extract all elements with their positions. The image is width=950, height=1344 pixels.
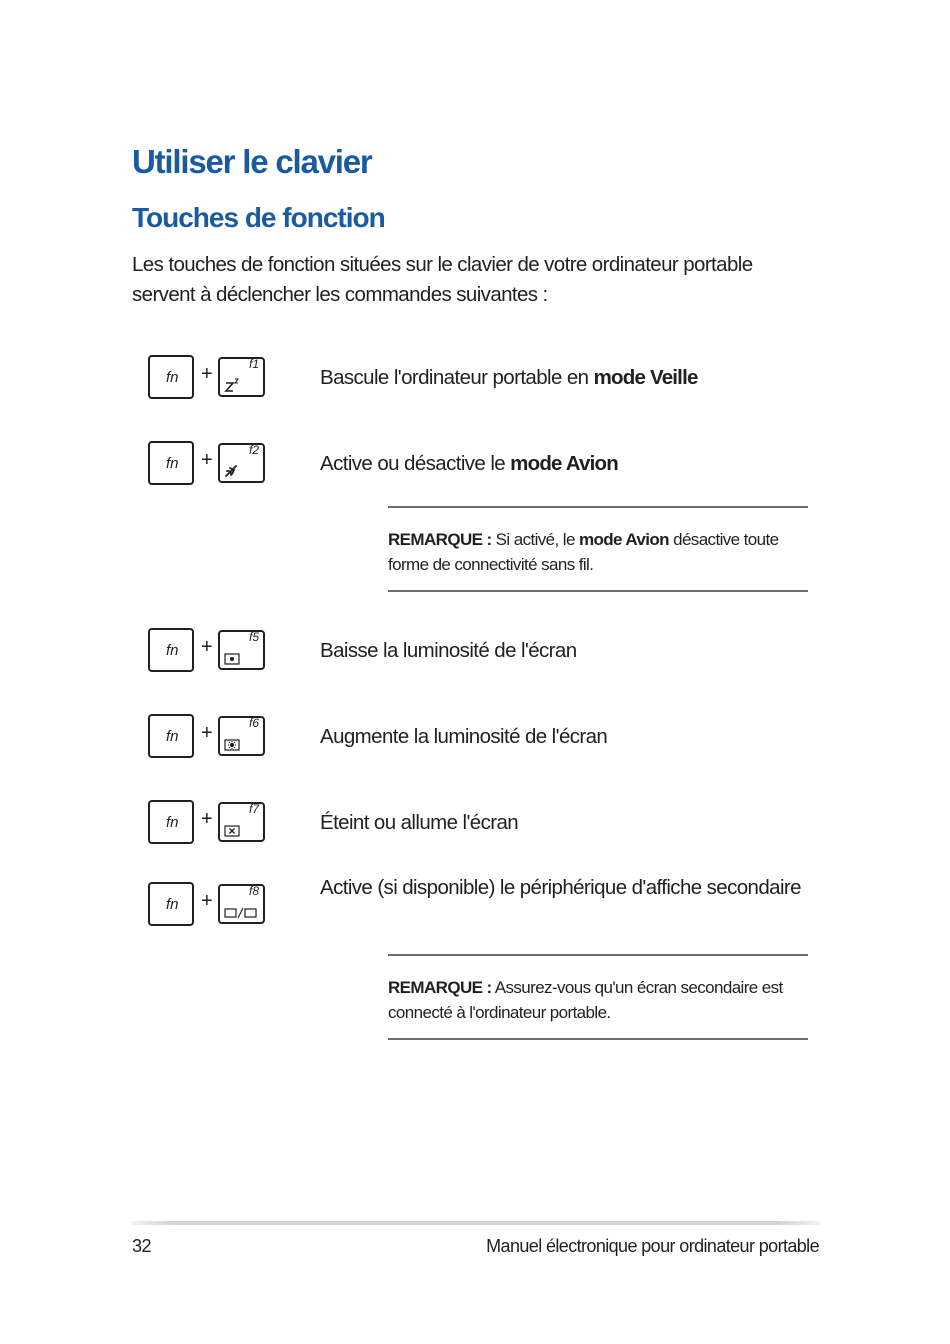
plus-sign: + <box>201 890 213 912</box>
hotkey-row-f2 <box>148 441 818 489</box>
plus-sign: + <box>201 808 213 830</box>
key-combo <box>148 714 268 762</box>
f5-key-label: f5 <box>248 630 259 644</box>
f7-key <box>218 802 265 842</box>
hotkey-row-f7 <box>148 800 818 848</box>
brightness-down-icon <box>224 653 240 665</box>
display-off-icon <box>224 825 240 837</box>
plus-sign: + <box>201 363 213 385</box>
fn-key-label: fn <box>166 814 179 831</box>
note-airplane: REMARQUE : Si activé, le mode Avion désactive toute forme de connectivité sans fil. <box>388 506 808 592</box>
note-label: REMARQUE : <box>388 978 492 997</box>
fn-key-label: fn <box>166 728 179 745</box>
hotkey-description: Bascule l'ordinateur portable en mode Veille <box>320 366 698 389</box>
plus-sign: + <box>201 449 213 471</box>
key-combo <box>148 800 268 848</box>
f2-key-label: f2 <box>248 443 259 457</box>
sleep-zz-icon <box>224 378 240 392</box>
key-combo <box>148 355 268 403</box>
fn-key <box>148 628 194 672</box>
plus-sign: + <box>201 722 213 744</box>
hotkey-row-f6 <box>148 714 818 762</box>
hotkey-description: Active (si disponible) le périphérique d'affiche secondaire <box>320 876 801 899</box>
footer-divider <box>132 1221 820 1225</box>
plus-sign: + <box>201 636 213 658</box>
hotkey-row-f1 <box>148 355 818 403</box>
fn-key-label: fn <box>166 896 179 913</box>
hotkey-row-f8 <box>148 876 818 944</box>
brightness-up-icon <box>224 739 240 751</box>
fn-key-label: fn <box>166 369 179 386</box>
hotkey-description: Éteint ou allume l'écran <box>320 811 519 834</box>
f8-key-label: f8 <box>248 884 259 898</box>
f5-key <box>218 630 265 670</box>
key-combo <box>148 882 268 930</box>
key-combo <box>148 441 268 489</box>
airplane-icon <box>224 464 238 478</box>
note-secondary-display: REMARQUE : Assurez-vous qu'un écran secondaire est connecté à l'ordinateur portable. <box>388 954 808 1040</box>
f7-key-label: f7 <box>248 802 259 816</box>
fn-key <box>148 882 194 926</box>
note-label: REMARQUE : <box>388 530 492 549</box>
fn-key-label: fn <box>166 642 179 659</box>
dual-display-icon <box>224 907 258 919</box>
fn-key-label: fn <box>166 455 179 472</box>
key-combo <box>148 628 268 676</box>
f6-key <box>218 716 265 756</box>
page-title: Utiliser le clavier <box>132 143 372 180</box>
fn-key <box>148 800 194 844</box>
f1-key <box>218 357 265 397</box>
manual-title: Manuel électronique pour ordinateur portable <box>486 1236 819 1256</box>
fn-key <box>148 355 194 399</box>
fn-key <box>148 714 194 758</box>
f2-key <box>218 443 265 483</box>
hotkey-description: Active ou désactive le mode Avion <box>320 452 618 475</box>
section-title: Touches de fonction <box>132 202 385 233</box>
hotkey-description: Augmente la luminosité de l'écran <box>320 725 608 748</box>
hotkey-description: Baisse la luminosité de l'écran <box>320 639 577 662</box>
fn-key <box>148 441 194 485</box>
page-number: 32 <box>132 1236 152 1256</box>
f1-key-label: f1 <box>248 357 259 371</box>
hotkey-row-f5 <box>148 628 818 676</box>
intro-paragraph: Les touches de fonction situées sur le clavier de votre ordinateur portable servent à déclencher les commandes suivantes : <box>132 253 753 306</box>
f8-key <box>218 884 265 924</box>
f6-key-label: f6 <box>248 716 259 730</box>
